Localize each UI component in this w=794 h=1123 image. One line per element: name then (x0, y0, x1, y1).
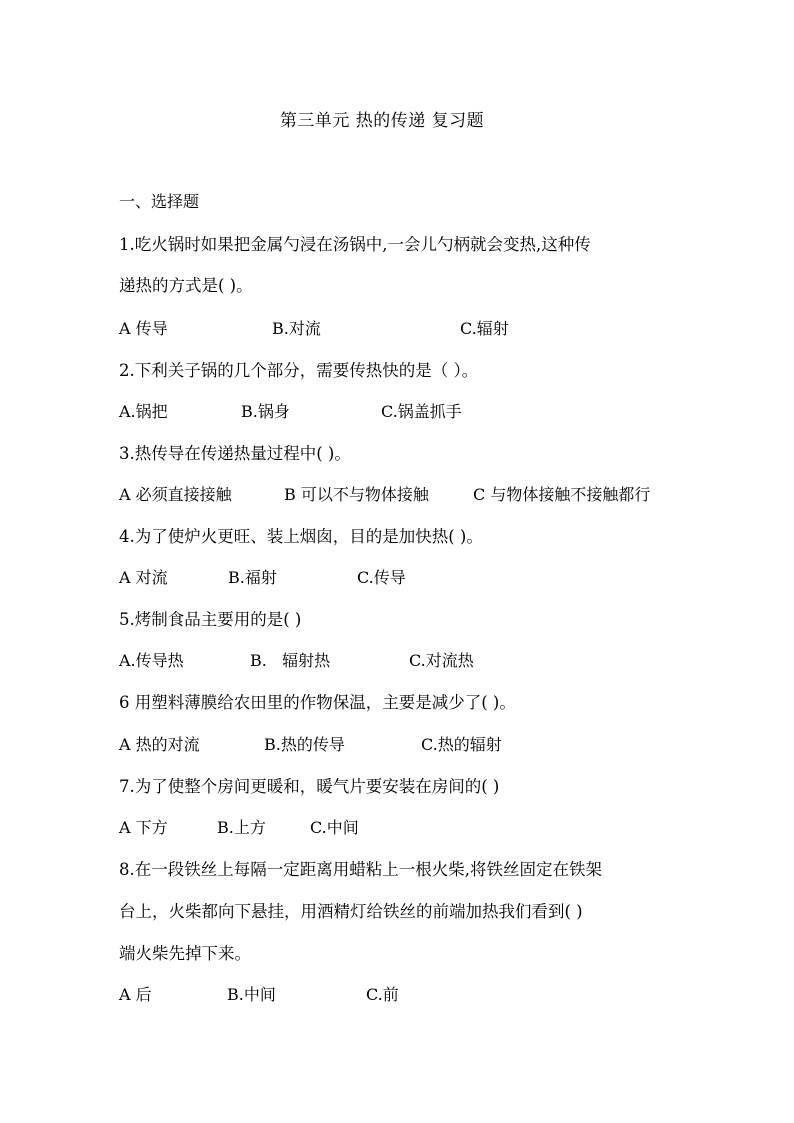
option-b: B 可以不与物体接触 (284, 485, 429, 504)
option-a: A.传导热 (119, 651, 184, 670)
option-c: C.辐射 (460, 319, 509, 338)
question-5-line-1: 5.烤制食品主要用的是( ) (119, 610, 302, 629)
option-a: A 传导 (119, 319, 168, 338)
option-b: B.福射 (228, 568, 277, 587)
option-b: B.对流 (272, 319, 321, 338)
question-8-line-2: 台上，火柴都向下悬挂，用酒精灯给铁丝的前端加热我们看到( ) (119, 902, 583, 921)
option-b: B. 辐射热 (250, 651, 331, 670)
question-8-line-3: 端火柴先掉下来。 (119, 944, 251, 963)
question-2-line-1: 2.下利关子锅的几个部分，需要传热快的是（ ）。 (119, 361, 479, 380)
option-c: C.中间 (310, 818, 359, 837)
option-a: A 下方 (119, 818, 168, 837)
page-title: 第三单元 热的传递 复习题 (279, 111, 485, 131)
option-c: C.传导 (357, 568, 406, 587)
question-8-options (119, 982, 719, 1006)
question-6-options (119, 732, 719, 756)
option-a: A 热的对流 (119, 735, 200, 754)
option-a: A 后 (119, 985, 152, 1004)
question-4-line-1: 4.为了使炉火更旺、装上烟囱，目的是加快热( )。 (119, 527, 483, 546)
option-a: A.锅把 (119, 402, 168, 421)
option-b: B.中间 (227, 985, 276, 1004)
question-8-line-1: 8.在一段铁丝上每隔一定距离用蜡粘上一根火柴,将铁丝固定在铁架 (119, 860, 602, 879)
section-heading: 一、选择题 (119, 192, 200, 211)
option-c: C.热的辐射 (421, 735, 502, 754)
question-7-line-1: 7.为了使整个房间更暖和，暖气片要安装在房间的( ) (119, 777, 500, 796)
option-b: B.上方 (217, 818, 266, 837)
question-6-line-1: 6 用塑料薄膜给农田里的作物保温，主要是减少了( )。 (119, 693, 516, 712)
question-1-line-2: 递热的方式是( )。 (119, 276, 253, 295)
question-5-options (119, 648, 719, 672)
option-a: A 对流 (119, 568, 168, 587)
option-c: C.前 (366, 985, 399, 1004)
question-3-options (119, 482, 719, 506)
question-1-line-1: 1.吃火锅时如果把金属勺浸在汤锅中,一会儿勺柄就会变热,这种传 (119, 235, 591, 254)
question-2-options (119, 399, 719, 423)
question-7-options (119, 815, 719, 839)
option-c: C.对流热 (409, 651, 474, 670)
option-b: B.热的传导 (264, 735, 345, 754)
question-1-options (119, 316, 719, 340)
option-a: A 必须直接接触 (119, 485, 232, 504)
option-b: B.锅身 (241, 402, 290, 421)
question-4-options (119, 565, 719, 589)
question-3-line-1: 3.热传导在传递热量过程中( )。 (119, 444, 351, 463)
option-c: C 与物体接触不接触都行 (473, 485, 651, 504)
option-c: C.锅盖抓手 (381, 402, 462, 421)
